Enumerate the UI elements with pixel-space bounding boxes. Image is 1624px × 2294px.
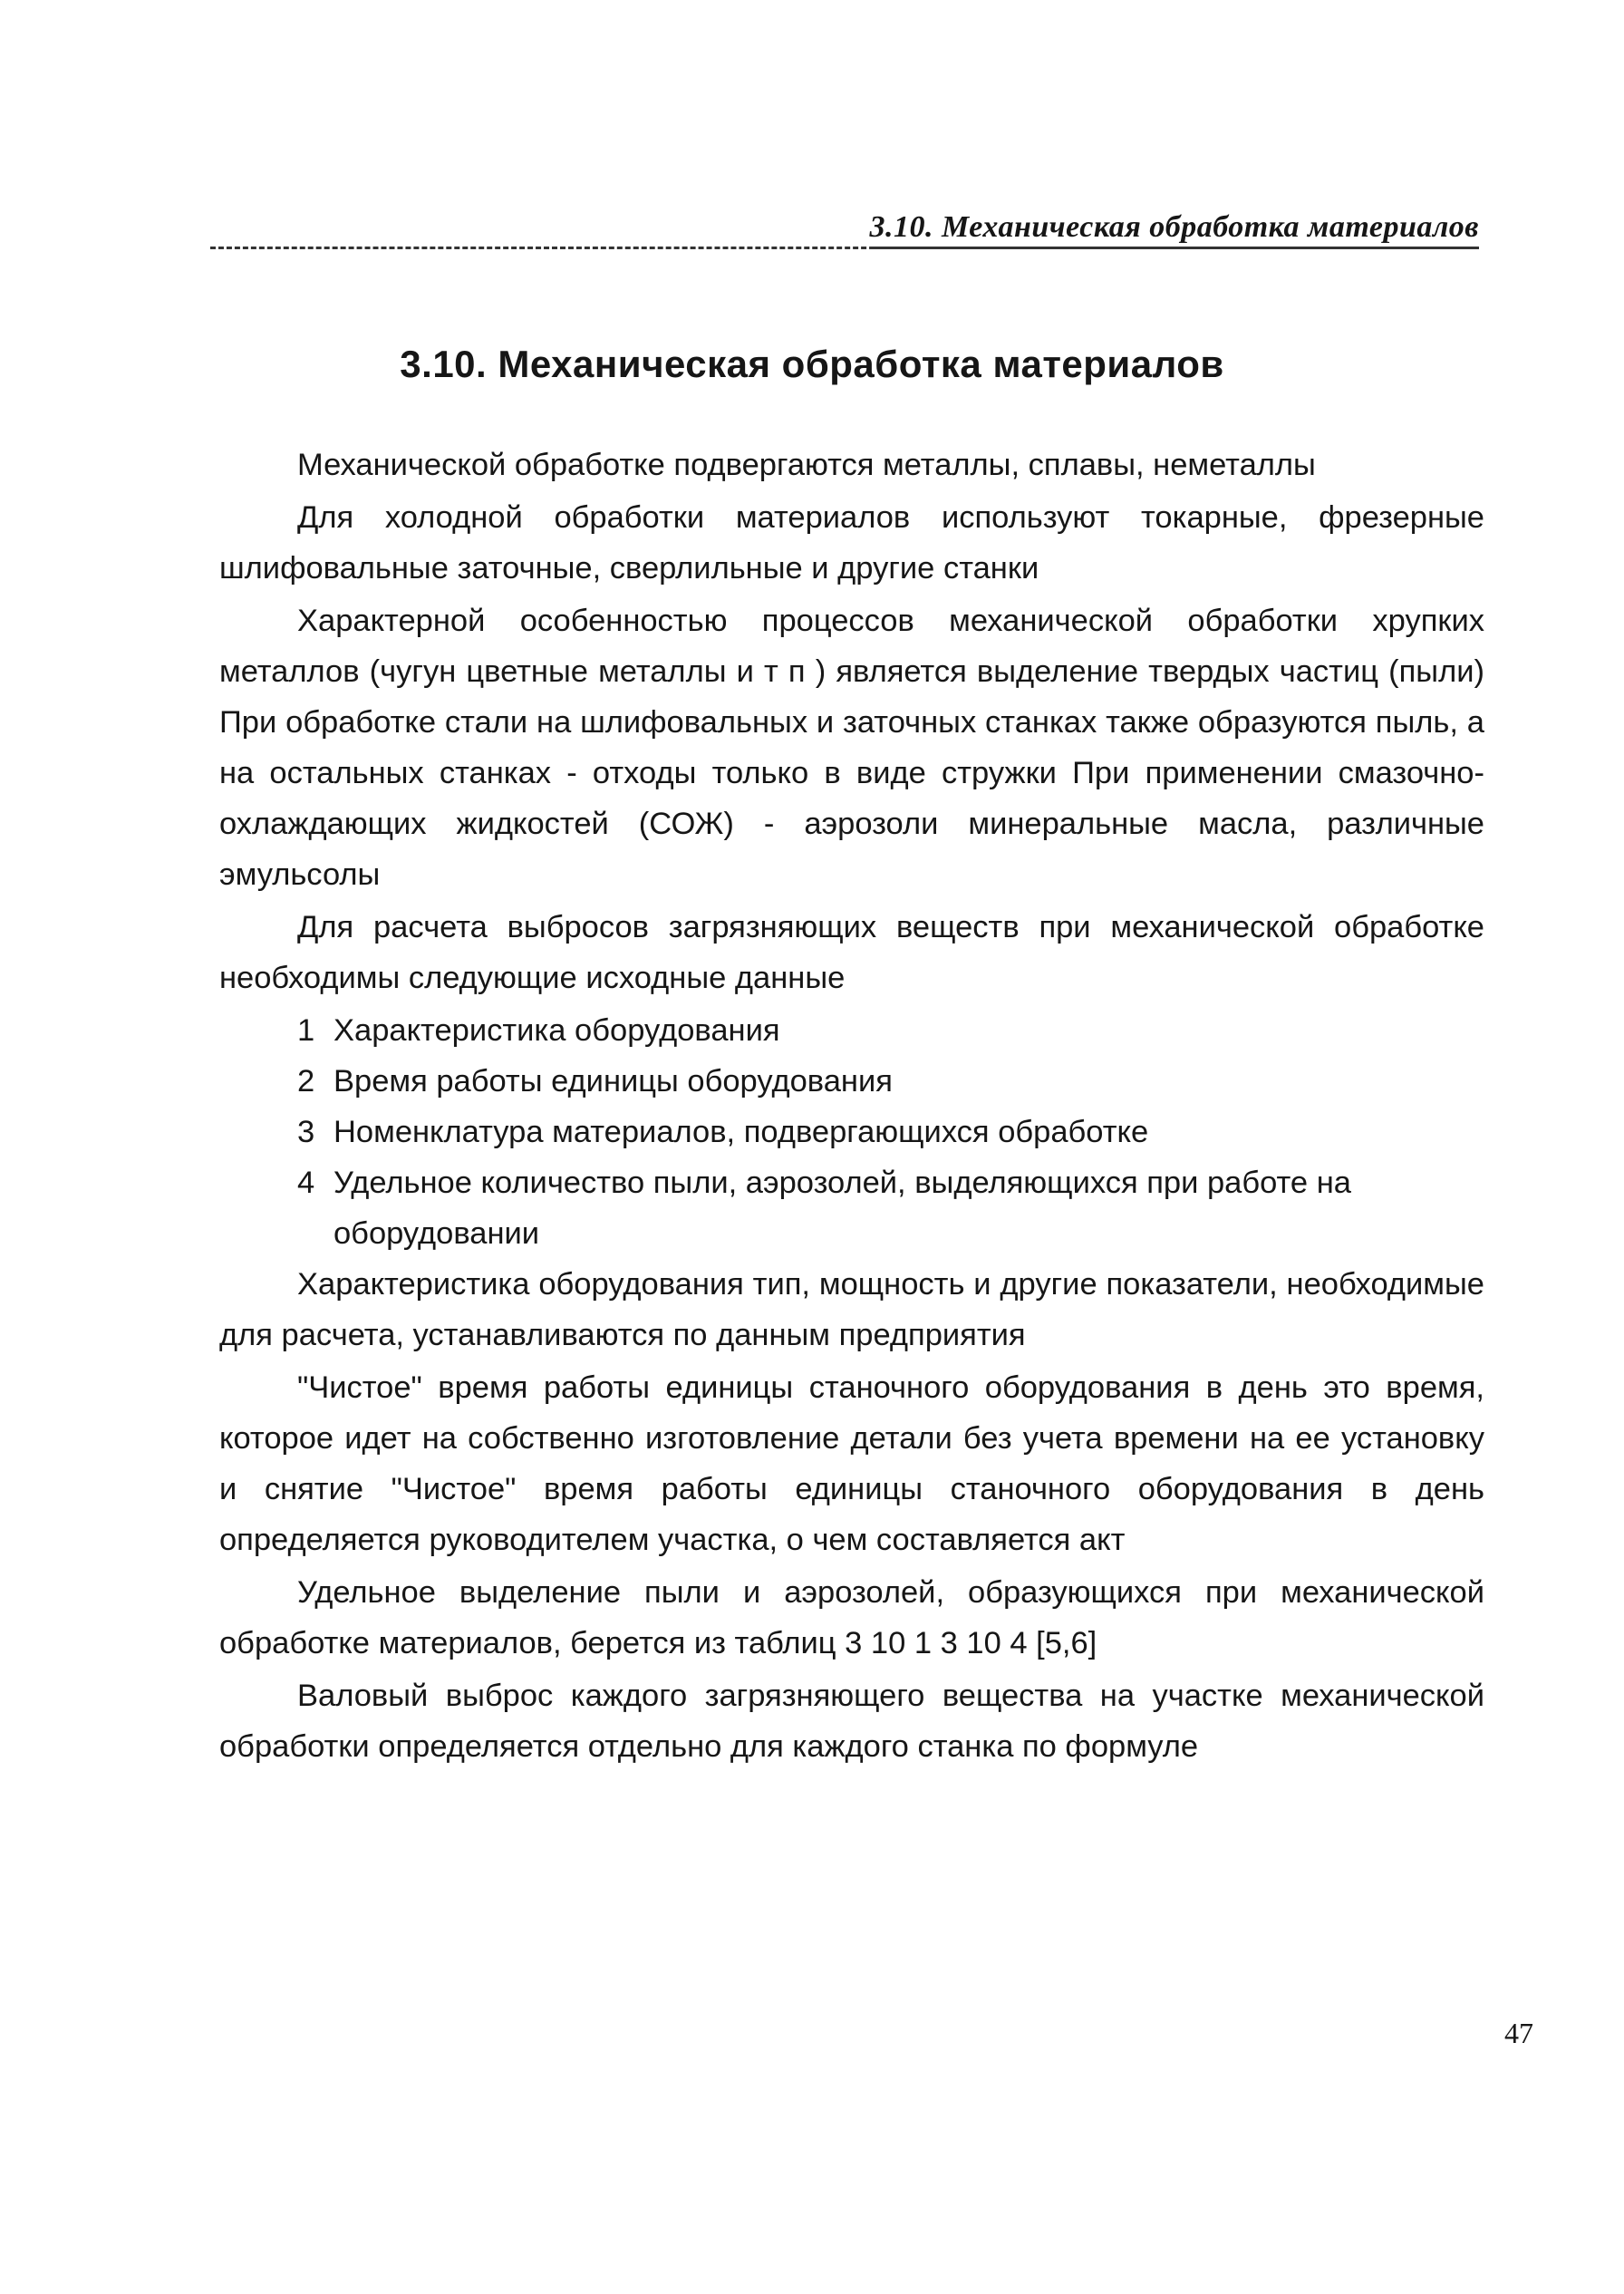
list-item-text: Характеристика оборудования — [334, 1013, 780, 1048]
paragraph-8: Валовый выброс каждого загрязняющего вещества на участке механической обработки определяется отдельно для каждого станка по формуле — [219, 1679, 1484, 1764]
list-item-number: 2 — [297, 1064, 315, 1099]
paragraph-4: Для расчета выбросов загрязняющих веществ при механической обработке необходимы следующие исходные данные — [219, 910, 1484, 995]
section-title: 3.10. Механическая обработка материалов — [400, 343, 1224, 386]
list-item-number: 1 — [297, 1013, 315, 1048]
list-item-number: 3 — [297, 1115, 315, 1149]
running-head — [210, 207, 1479, 261]
paragraph-5: Характеристика оборудования тип, мощность и другие показатели, необходимые для расчета, устанавливаются по данным предприятия — [219, 1267, 1484, 1352]
list-item-text: Удельное количество пыли, аэрозолей, выделяющихся при работе на оборудовании — [334, 1166, 1351, 1251]
page-number: 47 — [1504, 2017, 1533, 2049]
list-item — [219, 1056, 1484, 1107]
paragraph-1: Механической обработке подвергаются металлы, сплавы, неметаллы — [297, 448, 1316, 482]
list-item-number: 4 — [297, 1166, 315, 1200]
paragraph-3: Характерной особенностью процессов механической обработки хрупких металлов (чугун цветные металлы и т п ) является выделение твердых частиц (пыли) При обработке стали на шлифовальных и заточных станках также образуются пыль, а на остальных станках - отходы только в виде стружки При применении смазочно-охлаждающих жидкостей (СОЖ) - аэрозоли минеральные масла, различные эмульсолы — [219, 604, 1484, 892]
list-item-text: Номенклатура материалов, подвергающихся обработке — [334, 1115, 1149, 1149]
document-body — [219, 440, 1484, 1774]
source-data-list — [219, 1005, 1484, 1259]
paragraph-7: Удельное выделение пыли и аэрозолей, образующихся при механической обработке материалов, берется из таблиц 3 10 1 3 10 4 [5,6] — [219, 1575, 1484, 1660]
list-item — [219, 1107, 1484, 1157]
paragraph-6: "Чистое" время работы единицы станочного оборудования в день это время, которое идет на собственно изготовление детали без учета времени на ее установку и снятие "Чистое" время работы единицы станочного оборудования в день определяется руководителем участка, о чем составляется акт — [219, 1370, 1484, 1557]
list-item — [219, 1005, 1484, 1056]
running-head-title: 3.10. Механическая обработка материалов — [870, 210, 1479, 249]
paragraph-2: Для холодной обработки материалов используют токарные, фрезерные шлифовальные заточные, сверлильные и другие станки — [219, 500, 1484, 586]
header-rule — [210, 247, 899, 249]
list-item — [219, 1157, 1484, 1259]
list-item-text: Время работы единицы оборудования — [334, 1064, 893, 1099]
